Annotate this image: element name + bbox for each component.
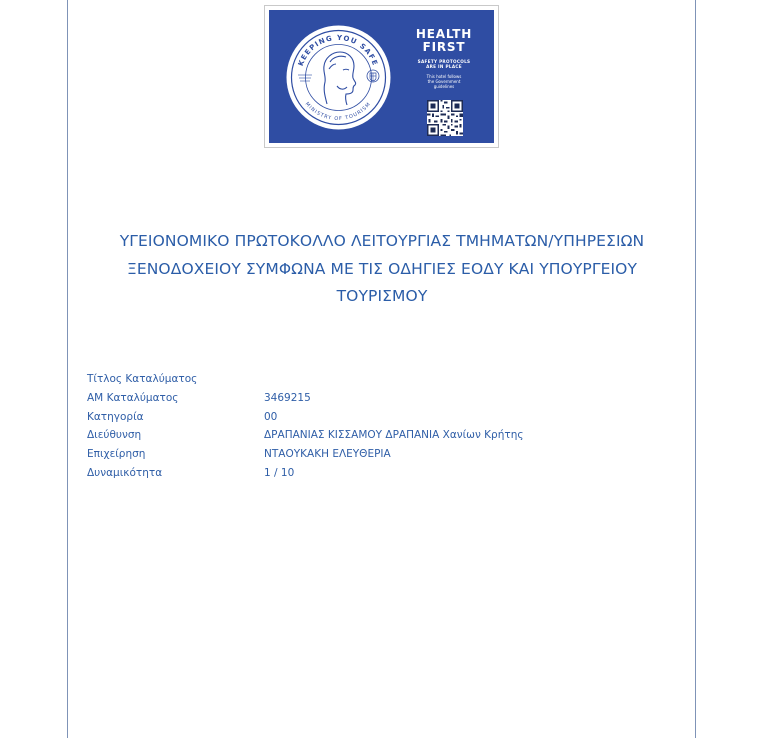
document-title bbox=[90, 228, 674, 311]
info-value: ΔΡΑΠΑΝΙΑΣ ΚΙΣΣΑΜΟΥ ΔΡΑΠΑΝΙΑ Χανίων Κρήτης bbox=[264, 429, 524, 442]
seal-top-text: KEEPING YOU SAFE bbox=[296, 33, 380, 68]
info-label: Τίτλος Καταλύματος bbox=[87, 373, 198, 385]
info-label: Κατηγορία bbox=[87, 410, 144, 423]
badge-sub-line1: SAFETY PROTOCOLS bbox=[417, 59, 471, 64]
info-row-capacity bbox=[87, 464, 647, 483]
info-row-category bbox=[87, 408, 647, 427]
seal-logo bbox=[285, 24, 392, 131]
info-label: Διεύθυνση bbox=[87, 429, 142, 442]
badge-note-line3: guidelines bbox=[433, 84, 455, 89]
document-title-line1: ΥΓΕΙΟΝΟΜΙΚΟ ΠΡΩΤΟΚΟΛΛΟ ΛΕΙΤΟΥΡΓΙΑΣ ΤΜΗΜΑΤΩΝ/ΥΠΗΡΕΣΙΩΝ bbox=[119, 232, 645, 250]
info-value: 3469215 bbox=[264, 391, 311, 404]
badge-note bbox=[401, 74, 487, 89]
health-first-badge bbox=[264, 5, 499, 148]
badge-note-line2: the Government bbox=[427, 79, 461, 84]
info-row-registration-number bbox=[87, 389, 647, 408]
info-row-address bbox=[87, 426, 647, 445]
info-row-title bbox=[87, 370, 647, 389]
info-row-business bbox=[87, 445, 647, 464]
property-info-table bbox=[87, 370, 647, 483]
badge-subtitle bbox=[401, 59, 487, 69]
info-value: 1 / 10 bbox=[264, 466, 295, 479]
badge-title-line2: FIRST bbox=[422, 40, 466, 54]
qr-code-icon bbox=[427, 100, 463, 136]
badge-title bbox=[401, 28, 487, 54]
info-value bbox=[264, 370, 647, 389]
document-title-line2: ΞΕΝΟΔΟΧΕΙΟΥ ΣΥΜΦΩΝΑ ΜΕ ΤΙΣ ΟΔΗΓΙΕΣ ΕΟΔΥ ΚΑΙ ΥΠΟΥΡΓΕΙΟΥ bbox=[126, 259, 638, 278]
info-value: ΝΤΑΟΥΚΑΚΗ ΕΛΕΥΘΕΡΙΑ bbox=[264, 448, 391, 461]
badge-title-line1: HEALTH bbox=[415, 27, 473, 41]
info-label: ΑΜ Καταλύματος bbox=[87, 391, 179, 404]
seal-bottom-text: MINISTRY OF TOURISM bbox=[303, 101, 373, 123]
badge-sub-line2: ARE IN PLACE bbox=[426, 64, 462, 69]
document-title-line3: ΤΟΥΡΙΣΜΟΥ bbox=[336, 287, 428, 305]
badge-note-line1: This hotel follows bbox=[426, 74, 462, 79]
info-value: 00 bbox=[264, 410, 278, 423]
badge-panel bbox=[269, 10, 494, 143]
info-label: Επιχείρηση bbox=[87, 448, 146, 461]
info-label: Δυναμικότητα bbox=[87, 466, 163, 479]
